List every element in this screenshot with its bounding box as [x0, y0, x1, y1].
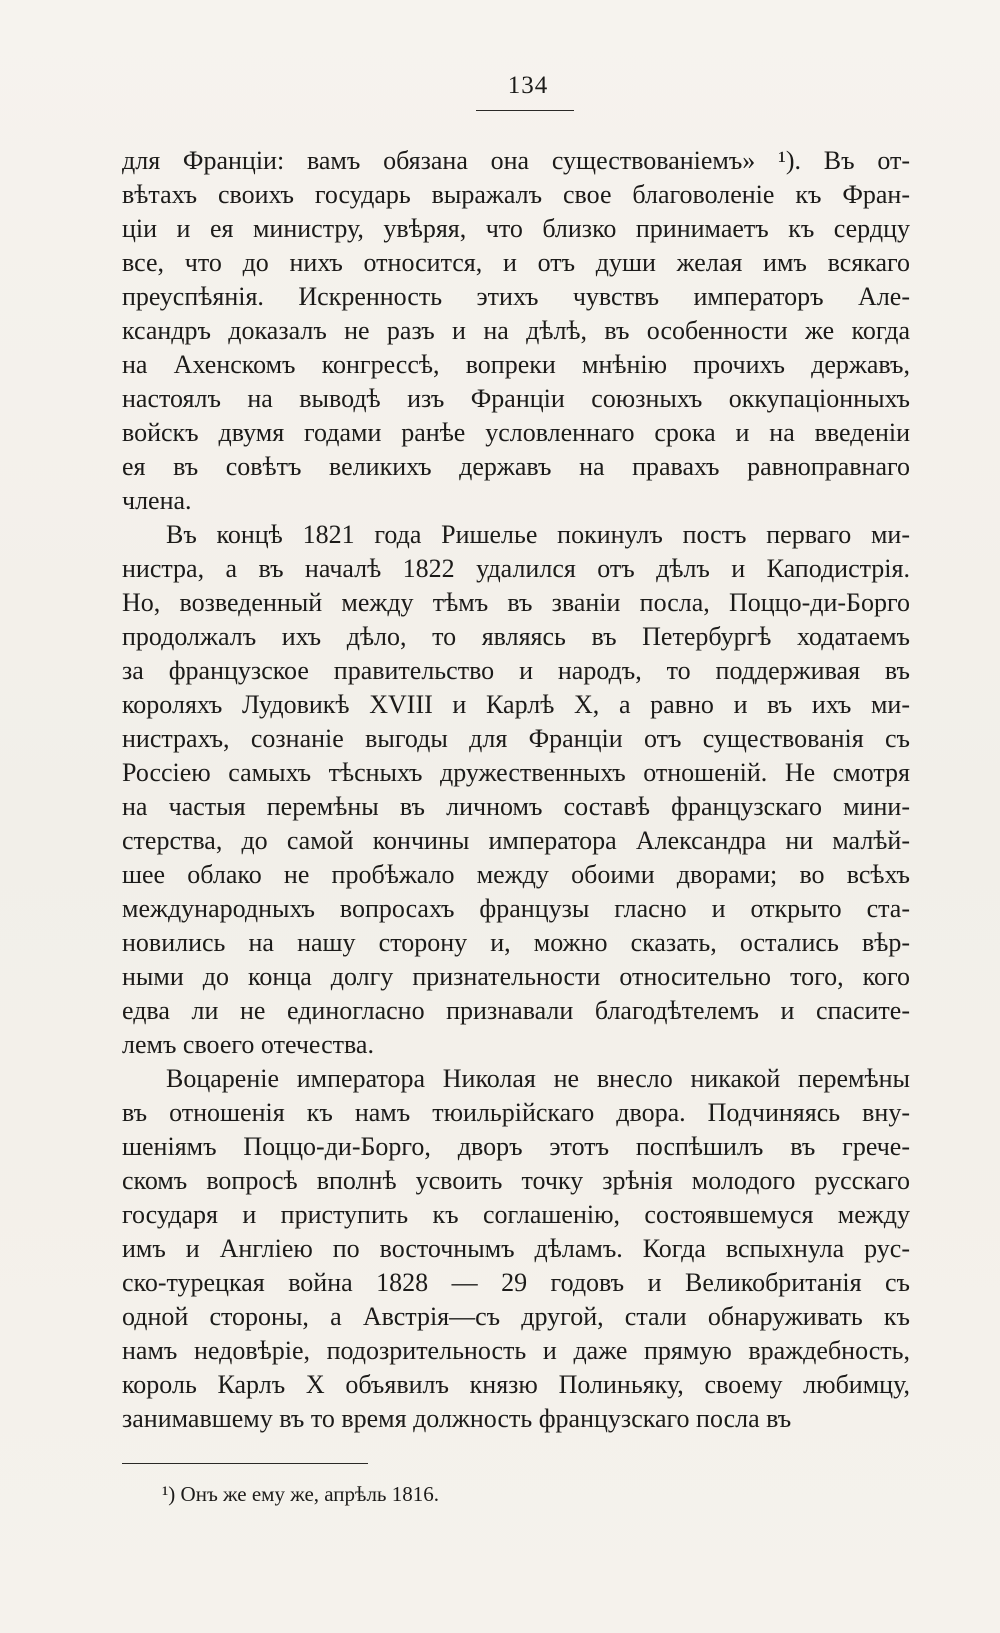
text-line: члена. [122, 486, 192, 515]
text-line: занимавшему въ то время должность французскаго посла въ [122, 1404, 792, 1433]
text-line: на частыя перемѣны въ личномъ составѣ французскаго мини- [122, 792, 910, 821]
text-line: за французское правительство и народъ, то поддерживая въ [122, 656, 910, 685]
text-line: одной стороны, а Австрія—съ другой, стали обнаруживать къ [122, 1302, 910, 1331]
text-line: ксандръ доказалъ не разъ и на дѣлѣ, въ особенности же когда [122, 316, 910, 345]
text-line: шее облако не пробѣжало между обоими дворами; во всѣхъ [122, 860, 910, 889]
text-line: вѣтахъ своихъ государь выражалъ свое благоволеніе къ Фран- [122, 180, 910, 209]
text-line: скомъ вопросѣ вполнѣ усвоить точку зрѣнія молодого русскаго [122, 1166, 910, 1195]
text-line: король Карлъ X объявилъ князю Полиньяку, своему любимцу, [122, 1370, 910, 1399]
text-line: Россіею самыхъ тѣсныхъ дружественныхъ отношеній. Не смотря [122, 758, 910, 787]
text-line: Воцареніе императора Николая не внесло никакой перемѣны [166, 1064, 910, 1093]
text-line: для Франціи: вамъ обязана она существованіемъ» ¹). Въ от- [122, 146, 910, 175]
text-line: продолжалъ ихъ дѣло, то являясь въ Петербургѣ ходатаемъ [122, 622, 910, 651]
text-line: стерства, до самой кончины императора Александра ни малѣй- [122, 826, 910, 855]
text-line: короляхъ Лудовикѣ XVIII и Карлѣ X, а равно и въ ихъ ми- [122, 690, 910, 719]
text-line: нистрахъ, сознаніе выгоды для Франціи отъ существованія съ [122, 724, 910, 753]
text-line: едва ли не единогласно признавали благодѣтелемъ и спасите- [122, 996, 910, 1025]
text-line: все, что до нихъ относится, и отъ души желая имъ всякаго [122, 248, 910, 277]
text-line: настоялъ на выводѣ изъ Франціи союзныхъ оккупаціонныхъ [122, 384, 910, 413]
text-line: на Ахенскомъ конгрессѣ, вопреки мнѣнію прочихъ державъ, [122, 350, 910, 379]
text-line: государя и приступить къ соглашенію, состоявшемуся между [122, 1200, 910, 1229]
text-line: нистра, а въ началѣ 1822 удалился отъ дѣлъ и Каподистрія. [122, 554, 910, 583]
page-number-rule [476, 110, 574, 111]
footnote-separator [122, 1463, 368, 1464]
text-line: ціи и ея министру, увѣряя, что близко принимаетъ къ сердцу [122, 214, 910, 243]
text-line: войскъ двумя годами ранѣе условленнаго срока и на введеніи [122, 418, 910, 447]
text-line: намъ недовѣріе, подозрительность и даже прямую враждебность, [122, 1336, 910, 1365]
text-line: преуспѣянія. Искренность этихъ чувствъ императоръ Але- [122, 282, 910, 311]
page-number: 134 [507, 72, 549, 99]
text-line: ными до конца долгу признательности относительно того, кого [122, 962, 910, 991]
text-line: международныхъ вопросахъ французы гласно и открыто ста- [122, 894, 910, 923]
text-line: въ отношенія къ намъ тюильрійскаго двора. Подчиняясь вну- [122, 1098, 910, 1127]
text-line: Но, возведенный между тѣмъ въ званіи посла, Поццо-ди-Борго [122, 588, 910, 617]
text-line: ея въ совѣтъ великихъ державъ на правахъ равноправнаго [122, 452, 910, 481]
footnote: ¹) Онъ же ему же, апрѣль 1816. [162, 1482, 440, 1506]
text-line: имъ и Англіею по восточнымъ дѣламъ. Когда вспыхнула рус- [122, 1234, 910, 1263]
text-line: ско-турецкая война 1828 — 29 годовъ и Великобританія съ [122, 1268, 910, 1297]
text-line: шеніямъ Поццо-ди-Борго, дворъ этотъ поспѣшилъ въ грече- [122, 1132, 910, 1161]
text-line: Въ концѣ 1821 года Ришелье покинулъ постъ перваго ми- [166, 520, 910, 549]
text-line: лемъ своего отечества. [122, 1030, 374, 1059]
body-text [122, 144, 910, 1436]
text-line: новились на нашу сторону и, можно сказать, остались вѣр- [122, 928, 910, 957]
